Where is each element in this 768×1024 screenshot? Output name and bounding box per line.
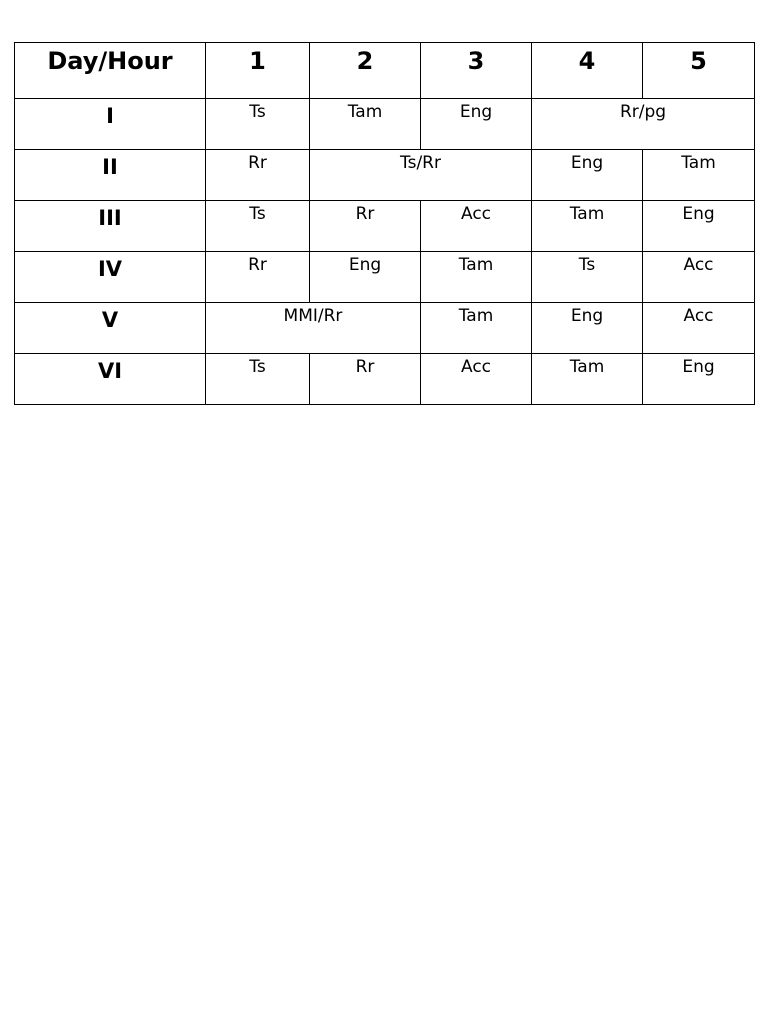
- period-cell: Ts: [206, 201, 310, 252]
- day-label: II: [15, 150, 206, 201]
- period-cell: Acc: [643, 303, 755, 354]
- period-cell: Eng: [532, 150, 643, 201]
- period-cell: Rr: [310, 201, 421, 252]
- period-cell: Rr/pg: [532, 99, 755, 150]
- period-cell: Tam: [421, 303, 532, 354]
- period-cell: Rr: [310, 354, 421, 405]
- period-cell: Acc: [421, 201, 532, 252]
- period-cell: Tam: [310, 99, 421, 150]
- period-cell: Ts: [206, 354, 310, 405]
- period-cell: Tam: [532, 201, 643, 252]
- timetable-body: [15, 99, 755, 405]
- day-label: III: [15, 201, 206, 252]
- header-hour-5: 5: [643, 43, 755, 99]
- header-corner: Day/Hour: [15, 43, 206, 99]
- period-cell: Acc: [421, 354, 532, 405]
- period-cell: Ts: [206, 99, 310, 150]
- table-row: [15, 303, 755, 354]
- period-cell: Eng: [643, 354, 755, 405]
- period-cell: Ts: [532, 252, 643, 303]
- table-row: [15, 252, 755, 303]
- timetable: [14, 42, 755, 405]
- day-label: V: [15, 303, 206, 354]
- table-row: [15, 150, 755, 201]
- period-cell: Tam: [421, 252, 532, 303]
- period-cell: Eng: [643, 201, 755, 252]
- period-cell: Acc: [643, 252, 755, 303]
- period-cell: Eng: [532, 303, 643, 354]
- period-cell: Ts/Rr: [310, 150, 532, 201]
- period-cell: Tam: [643, 150, 755, 201]
- header-hour-1: 1: [206, 43, 310, 99]
- day-label: I: [15, 99, 206, 150]
- header-hour-2: 2: [310, 43, 421, 99]
- day-label: VI: [15, 354, 206, 405]
- header-hour-4: 4: [532, 43, 643, 99]
- period-cell: Eng: [310, 252, 421, 303]
- header-row: [15, 43, 755, 99]
- table-row: [15, 201, 755, 252]
- table-row: [15, 354, 755, 405]
- period-cell: Tam: [532, 354, 643, 405]
- period-cell: Eng: [421, 99, 532, 150]
- period-cell: MMI/Rr: [206, 303, 421, 354]
- period-cell: Rr: [206, 252, 310, 303]
- timetable-header: [15, 43, 755, 99]
- day-label: IV: [15, 252, 206, 303]
- header-hour-3: 3: [421, 43, 532, 99]
- period-cell: Rr: [206, 150, 310, 201]
- table-row: [15, 99, 755, 150]
